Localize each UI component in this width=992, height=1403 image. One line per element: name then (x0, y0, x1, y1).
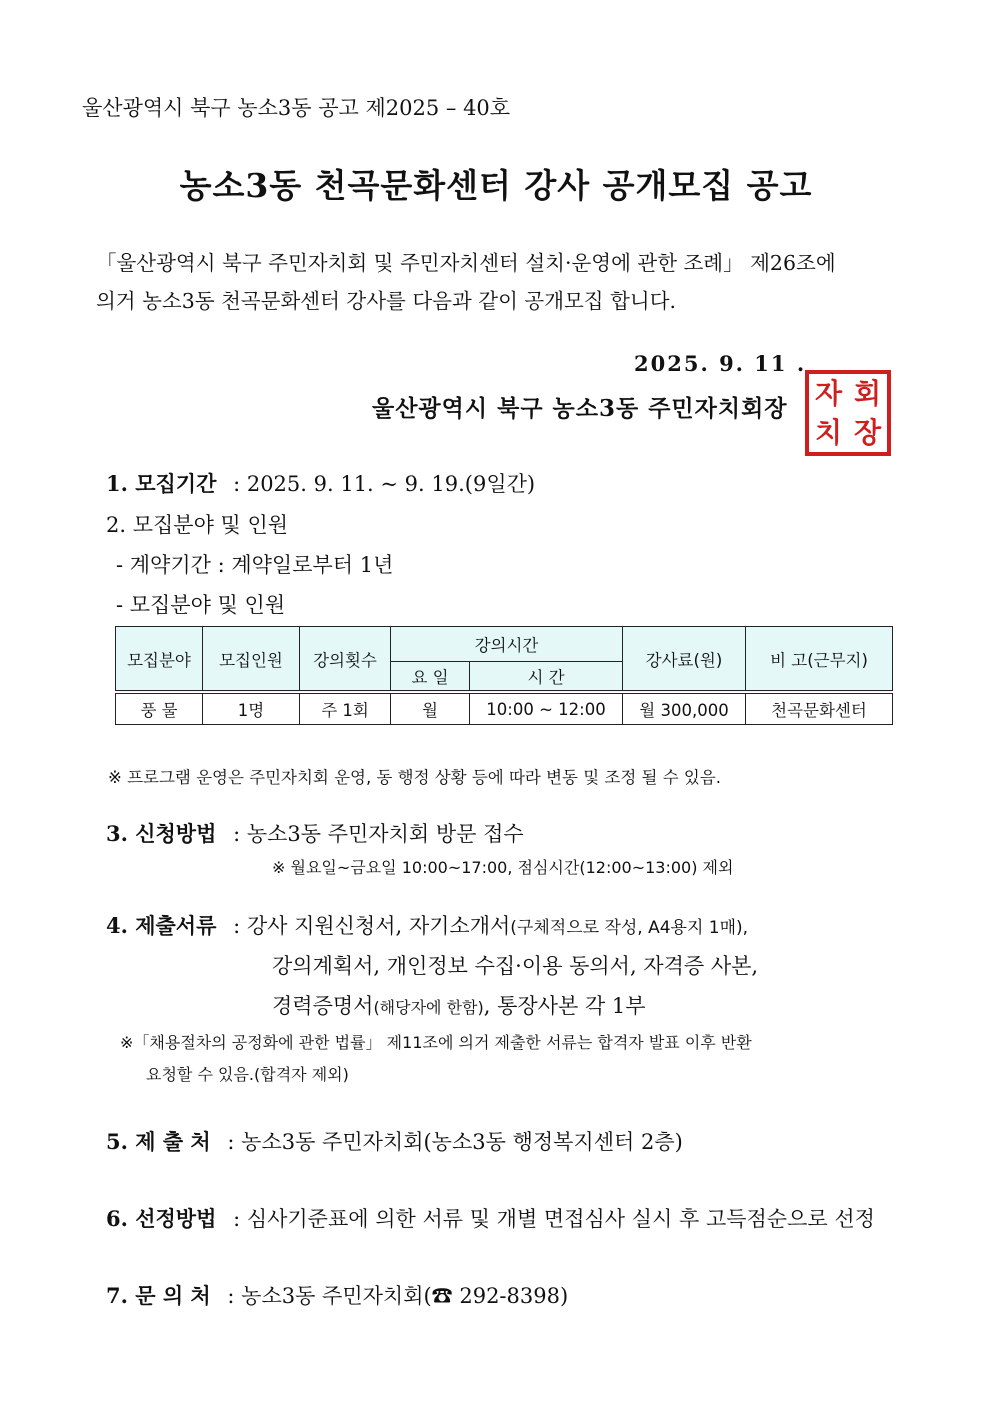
section-4-line-3-main: 경력증명서 (272, 994, 374, 1018)
section-6-label: 6. 선정방법 (106, 1206, 217, 1231)
cell-day: 월 (391, 692, 470, 725)
section-1 (106, 468, 535, 498)
th-hours: 시 간 (470, 662, 623, 693)
section-6 (106, 1203, 875, 1233)
intro-line-1: 「울산광역시 북구 주민자치회 및 주민자치센터 설치·운영에 관한 조례」 제26조에 (96, 251, 836, 275)
section-4 (106, 910, 748, 940)
seal-char: 장 (853, 416, 882, 449)
section-6-value: : 심사기준표에 의한 서류 및 개별 면접심사 실시 후 고득점순으로 선정 (233, 1207, 875, 1231)
th-fee: 강사료(원) (623, 627, 746, 693)
th-field: 모집분야 (116, 627, 203, 693)
section-4-line-3-end: , 통장사본 각 1부 (483, 994, 646, 1018)
cell-field: 풍 물 (116, 692, 203, 725)
section-3-label: 3. 신청방법 (106, 821, 217, 846)
section-5-label: 5. 제 출 처 (106, 1129, 211, 1154)
section-4-line-1-paren: (구체적으로 작성, A4용지 1매), (510, 918, 749, 938)
th-note: 비 고(근무지) (746, 627, 893, 693)
section-4-line-2: 강의계획서, 개인정보 수집·이용 동의서, 자격증 사본, (272, 954, 759, 978)
seal-char: 회 (853, 377, 882, 410)
section-1-label: 1. 모집기간 (106, 471, 217, 496)
section-7-value: : 농소3동 주민자치회(☎ 292-8398) (227, 1284, 569, 1308)
section-4-note-1: ※「채용절차의 공정화에 관한 법률」 제11조에 의거 제출한 서류는 합격자 발표 이후 반환 (120, 1033, 752, 1052)
section-1-value: : 2025. 9. 11. ~ 9. 19.(9일간) (233, 472, 536, 496)
th-count: 모집인원 (203, 627, 300, 693)
section-4-label: 4. 제출서류 (106, 913, 217, 938)
seal-char: 치 (814, 416, 843, 449)
recruitment-table (115, 626, 893, 725)
table-footnote: ※ 프로그램 운영은 주민자치회 운영, 동 행정 상황 등에 따라 변동 및 조정 될 수 있음. (108, 768, 722, 787)
cell-count: 1명 (203, 692, 300, 725)
section-2-label: 2. 모집분야 및 인원 (106, 513, 289, 537)
cell-note: 천곡문화센터 (746, 692, 893, 725)
section-5 (106, 1126, 683, 1156)
contract-period: - 계약기간 : 계약일로부터 1년 (116, 553, 394, 577)
th-day: 요 일 (391, 662, 470, 693)
notice-date: 2025. 9. 11 . (634, 351, 807, 376)
section-4-line-1: : 강사 지원신청서, 자기소개서 (233, 914, 511, 938)
section-4-line-3-paren: (해당자에 한함) (373, 998, 484, 1017)
section-4-note-2: 요청할 수 있음.(합격자 제외) (146, 1065, 349, 1084)
intro-line-2: 의거 농소3동 천곡문화센터 강사를 다음과 같이 공개모집 합니다. (96, 289, 677, 313)
cell-fee: 월 300,000 (623, 692, 746, 725)
section-7 (106, 1280, 568, 1310)
official-seal (805, 370, 891, 456)
section-3 (106, 818, 524, 848)
field-subheading: - 모집분야 및 인원 (116, 593, 286, 617)
section-3-note: ※ 월요일~금요일 10:00~17:00, 점심시간(12:00~13:00) 제외 (272, 858, 734, 877)
table-row (116, 692, 893, 725)
notice-number: 울산광역시 북구 농소3동 공고 제2025 – 40호 (82, 96, 511, 120)
section-3-value: : 농소3동 주민자치회 방문 접수 (233, 822, 524, 846)
section-4-line-3 (272, 990, 646, 1020)
issuer: 울산광역시 북구 농소3동 주민자치회장 (372, 395, 788, 422)
cell-sessions: 주 1회 (300, 692, 391, 725)
th-time-group: 강의시간 (391, 627, 623, 662)
page-title: 농소3동 천곡문화센터 강사 공개모집 공고 (179, 166, 813, 205)
cell-hours: 10:00 ~ 12:00 (470, 692, 623, 725)
seal-char: 자 (814, 377, 843, 410)
th-sessions: 강의횟수 (300, 627, 391, 693)
section-7-label: 7. 문 의 처 (106, 1283, 211, 1308)
section-5-value: : 농소3동 주민자치회(농소3동 행정복지센터 2층) (227, 1130, 683, 1154)
